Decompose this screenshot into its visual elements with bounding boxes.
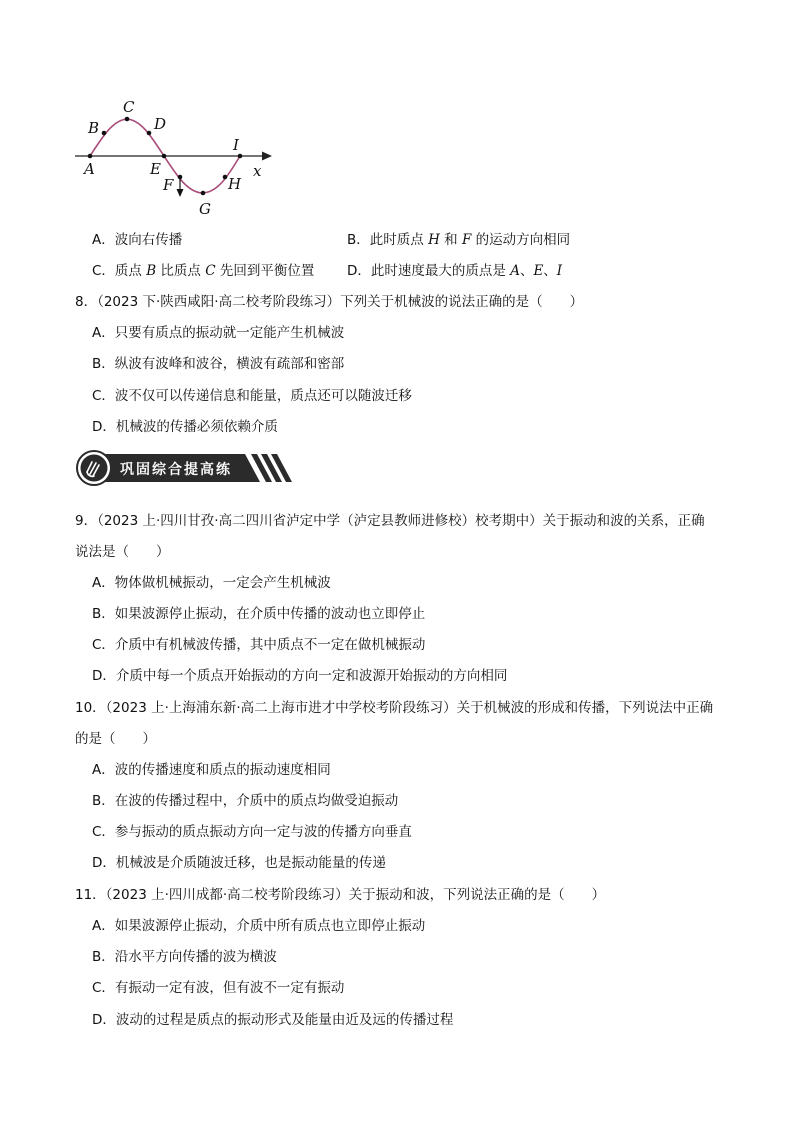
axis-label-x: x [253, 162, 262, 180]
point-E [162, 154, 167, 159]
f-velocity-arrowhead [177, 189, 184, 197]
q10-option-c: C．参与振动的质点振动方向一定与波的传播方向垂直 [92, 824, 412, 840]
q7-option-d-e: E [533, 263, 544, 279]
label-I: I [233, 136, 239, 154]
q10-option-a: A．波的传播速度和质点的振动速度相同 [92, 762, 331, 778]
q8-option-a: A．只要有质点的振动就一定能产生机械波 [92, 325, 345, 341]
q11-option-b: B．沿水平方向传播的波为横波 [92, 949, 277, 965]
label-E: E [150, 160, 161, 178]
label-F: F [163, 176, 174, 194]
q7-option-b-pre: B．此时质点 [347, 232, 429, 248]
label-C: C [123, 98, 135, 116]
q9-option-b: B．如果波源停止振动，在介质中传播的波动也立即停止 [92, 606, 426, 622]
point-A [88, 154, 93, 159]
q7-option-b-mid: 和 [439, 232, 462, 248]
section-banner [75, 449, 295, 487]
q7-option-b-post: 的运动方向相同 [471, 232, 571, 248]
q11-option-a: A．如果波源停止振动，介质中所有质点也立即停止振动 [92, 918, 426, 934]
q7-option-b-f: F [461, 232, 472, 248]
label-D: D [154, 115, 167, 133]
point-D [147, 131, 152, 136]
q10-stem-line1: 10．（2023 上·上海浦东新·高二上海市进才中学校考阶段练习）关于机械波的形成和传播，下列说法中正确 [75, 700, 714, 716]
q10-option-d: D．机械波是介质随波迁移，也是振动能量的传递 [92, 855, 386, 871]
q8-option-b: B．纵波有波峰和波谷，横波有疏部和密部 [92, 356, 345, 372]
q9-stem-line1: 9．（2023 上·四川甘孜·高二四川省泸定中学（泸定县教师进修校）校考期中）关于振动和波的关系，正确 [75, 513, 705, 529]
q8-option-c: C．波不仅可以传递信息和能量，质点还可以随波迁移 [92, 388, 412, 404]
q11-option-d: D．波动的过程是质点的振动形式及能量由近及远的传播过程 [92, 1012, 454, 1028]
q7-option-c-c: C [205, 263, 216, 279]
point-B [102, 131, 107, 136]
q7-option-d-sep2: 、 [543, 263, 557, 279]
point-I [238, 154, 243, 159]
q9-option-d: D．介质中每一个质点开始振动的方向一定和波源开始振动的方向相同 [92, 668, 508, 684]
q11-option-c: C．有振动一定有波，但有波不一定有振动 [92, 980, 345, 996]
q8-option-d: D．机械波的传播必须依赖介质 [92, 419, 278, 435]
q7-option-d-a: A [510, 263, 520, 279]
label-H: H [228, 175, 242, 193]
q7-option-d-sep1: 、 [519, 263, 534, 279]
q9-option-c: C．介质中有机械波传播，其中质点不一定在做机械振动 [92, 637, 426, 653]
banner-title: 巩固综合提高练 [120, 462, 232, 478]
q7-option-c-b: B [146, 263, 157, 279]
q7-option-d [347, 259, 562, 279]
q7-option-d-pre: D．此时速度最大的质点是 [347, 263, 511, 279]
q7-option-d-i: I [556, 263, 563, 279]
point-F [178, 175, 183, 180]
point-C [125, 117, 130, 122]
point-G [201, 191, 206, 196]
q7-option-c [92, 259, 314, 279]
wave-diagram [68, 92, 288, 222]
point-H [223, 175, 228, 180]
q10-option-b: B．在波的传播过程中，介质中的质点均做受迫振动 [92, 793, 399, 809]
q11-stem: 11．（2023 上·四川成都·高二校考阶段练习）关于振动和波，下列说法正确的是（ ） [75, 887, 606, 903]
q7-option-c-pre: C．质点 [92, 263, 147, 279]
x-axis-arrow [262, 152, 272, 161]
q7-option-c-post: 先回到平衡位置 [215, 263, 315, 279]
label-B: B [88, 119, 100, 137]
q7-option-a-text: A．波向右传播 [92, 232, 183, 248]
q7-option-b-h: H [428, 232, 440, 248]
q10-stem-line2: 的是（ ） [75, 731, 156, 747]
q7-option-b [347, 228, 570, 248]
q7-option-c-mid: 比质点 [156, 263, 206, 279]
q9-option-a: A．物体做机械振动，一定会产生机械波 [92, 575, 331, 591]
q9-stem-line2: 说法是（ ） [75, 544, 170, 560]
q7-option-a [92, 228, 182, 248]
label-A: A [84, 160, 95, 178]
label-G: G [199, 200, 211, 218]
q8-stem: 8．（2023 下·陕西咸阳·高二校考阶段练习）下列关于机械波的说法正确的是（ ） [75, 294, 584, 310]
